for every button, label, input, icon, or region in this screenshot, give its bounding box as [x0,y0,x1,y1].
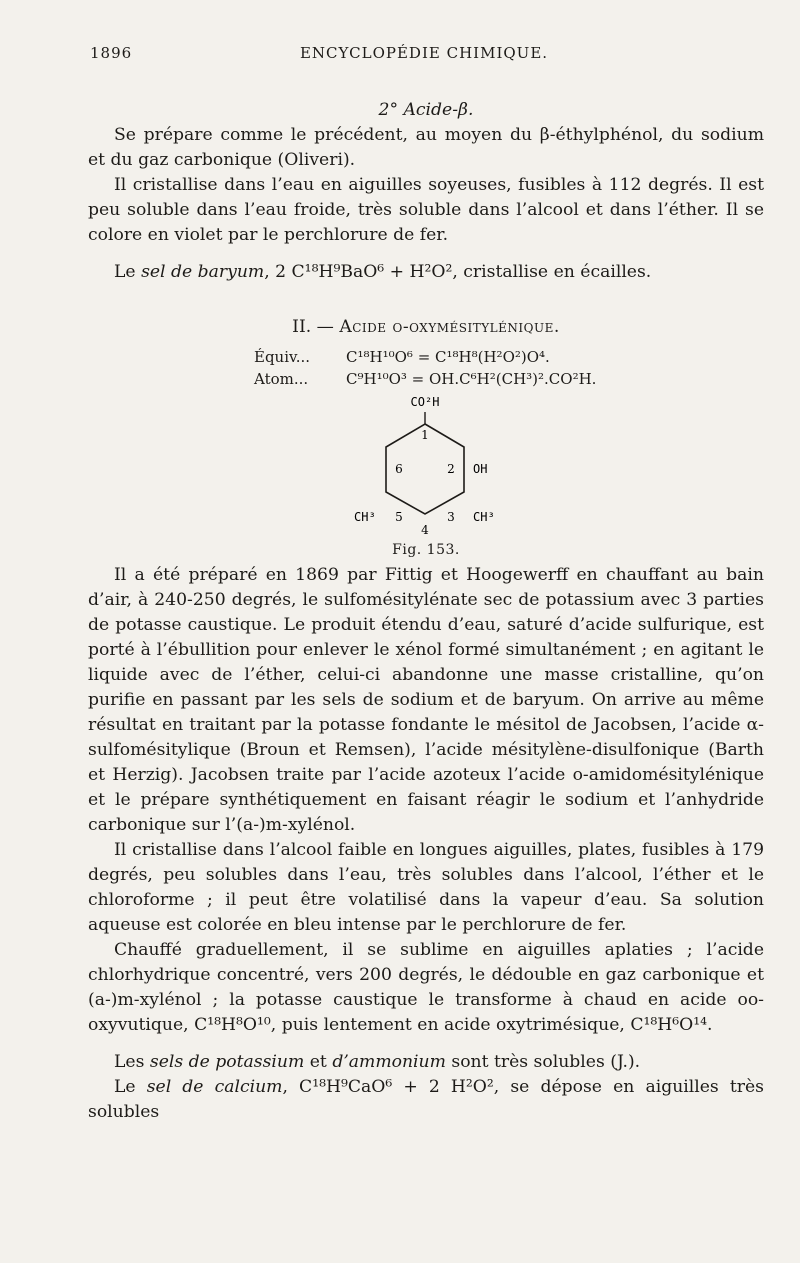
benzene-ring-diagram [88,390,764,538]
position-3: 3 [447,510,455,524]
paragraph-preparation: Se prépare comme le précédent, au moyen du β-éthylphénol, du sodium et du gaz carbonique (Oliveri). [88,125,764,170]
paragraph-salts: Les sels de potassium et d’ammonium sont très solubles (J.). [114,1052,641,1072]
group-ch3-left: CH³ [354,510,376,524]
paragraph-heating: Chauffé graduellement, il se sublime en aiguilles aplaties ; l’acide chlorhydrique concentré, vers 200 degrés, le dédouble en gaz carbonique et (a-)m-xylénol ; la potasse caustique le transforme à chaud en acide oo-oxyvutique, C¹⁸H⁸O¹⁰, puis lentement en acide oxytrimésique, C¹⁸H⁶O¹⁴. [88,940,764,1035]
section-title-acide-beta: 2° Acide-β. [378,100,474,120]
page-number: 1896 [90,44,133,62]
group-ch3-right: CH³ [473,510,495,524]
paragraph-history: Il a été préparé en 1869 par Fittig et Hoogewerff en chauffant au bain d’air, à 240-250 degrés, le sulfomésitylénate sec de potassium avec 3 parties de potasse caustique. Le produit étendu d’eau, saturé d’acide sulfurique, est porté à l’ébullition pour enlever le xénol formé simultanément ; en agitant le liquide avec de l’éther, celui-ci abandonne une masse cristalline, qu’on purifie en passant par les sels de sodium et de baryum. On arrive au même résultat en traitant par la potasse fondante le mésitol de Jacobsen, l’acide α-sulfomésitylique (Broun et Remsen), l’acide mésitylène-disulfonique (Barth et Herzig). Jacobsen traite par l’acide azoteux l’acide o-amidomésitylénique et le prépare synthétiquement en faisant réagir le sodium et l’anhydride carbonique sur l’(a-)m-xylénol. [88,565,764,835]
barium-salt-label: sel de baryum [141,262,265,282]
running-title: ENCYCLOPÉDIE CHIMIQUE. [299,44,549,62]
paragraph-crystallization: Il cristallise dans l’alcool faible en longues aiguilles, plates, fusibles à 179 degrés, peu solubles dans l’eau, très solubles dans l’alcool, l’éther et le chloroforme ; il peut être volatilisé dans la vapeur d’eau. Sa solution aqueuse est colorée en bleu intense par le perchlorure de fer. [88,840,764,935]
page-body [88,98,764,1125]
position-1: 1 [421,428,429,442]
group-co2h: CO²H [410,395,440,409]
group-oh: OH [473,462,488,476]
paragraph-properties: Il cristallise dans l’eau en aiguilles soyeuses, fusibles à 112 degrés. Il est peu soluble dans l’eau froide, très soluble dans l’alcool et dans l’éther. Il se colore en violet par le perchlorure de fer. [88,175,764,245]
figure-153-structure [88,390,764,538]
position-2: 2 [447,462,455,476]
position-5: 5 [395,510,403,524]
page-header [90,44,758,68]
paragraph-calcium-salt: Le sel de calcium, C¹⁸H⁹CaO⁶ + 2 H²O², se dépose en aiguilles très solubles [88,1077,764,1122]
figure-caption: Fig. 153. [392,542,460,558]
formula-equiv: Équiv... C¹⁸H¹⁰O⁶ = C¹⁸H⁸(H²O²)O⁴. [254,348,550,366]
paragraph-barium-salt: Le sel de baryum, 2 C¹⁸H⁹BaO⁶ + H²O², cristallise en écailles. [114,262,652,282]
position-6: 6 [395,462,403,476]
section-title-ii: II. — Acide o-oxymésitylénique. [292,317,560,337]
formula-atom: Atom... C⁹H¹⁰O³ = OH.C⁶H²(CH³)².CO²H. [254,370,597,388]
position-4: 4 [421,523,429,537]
